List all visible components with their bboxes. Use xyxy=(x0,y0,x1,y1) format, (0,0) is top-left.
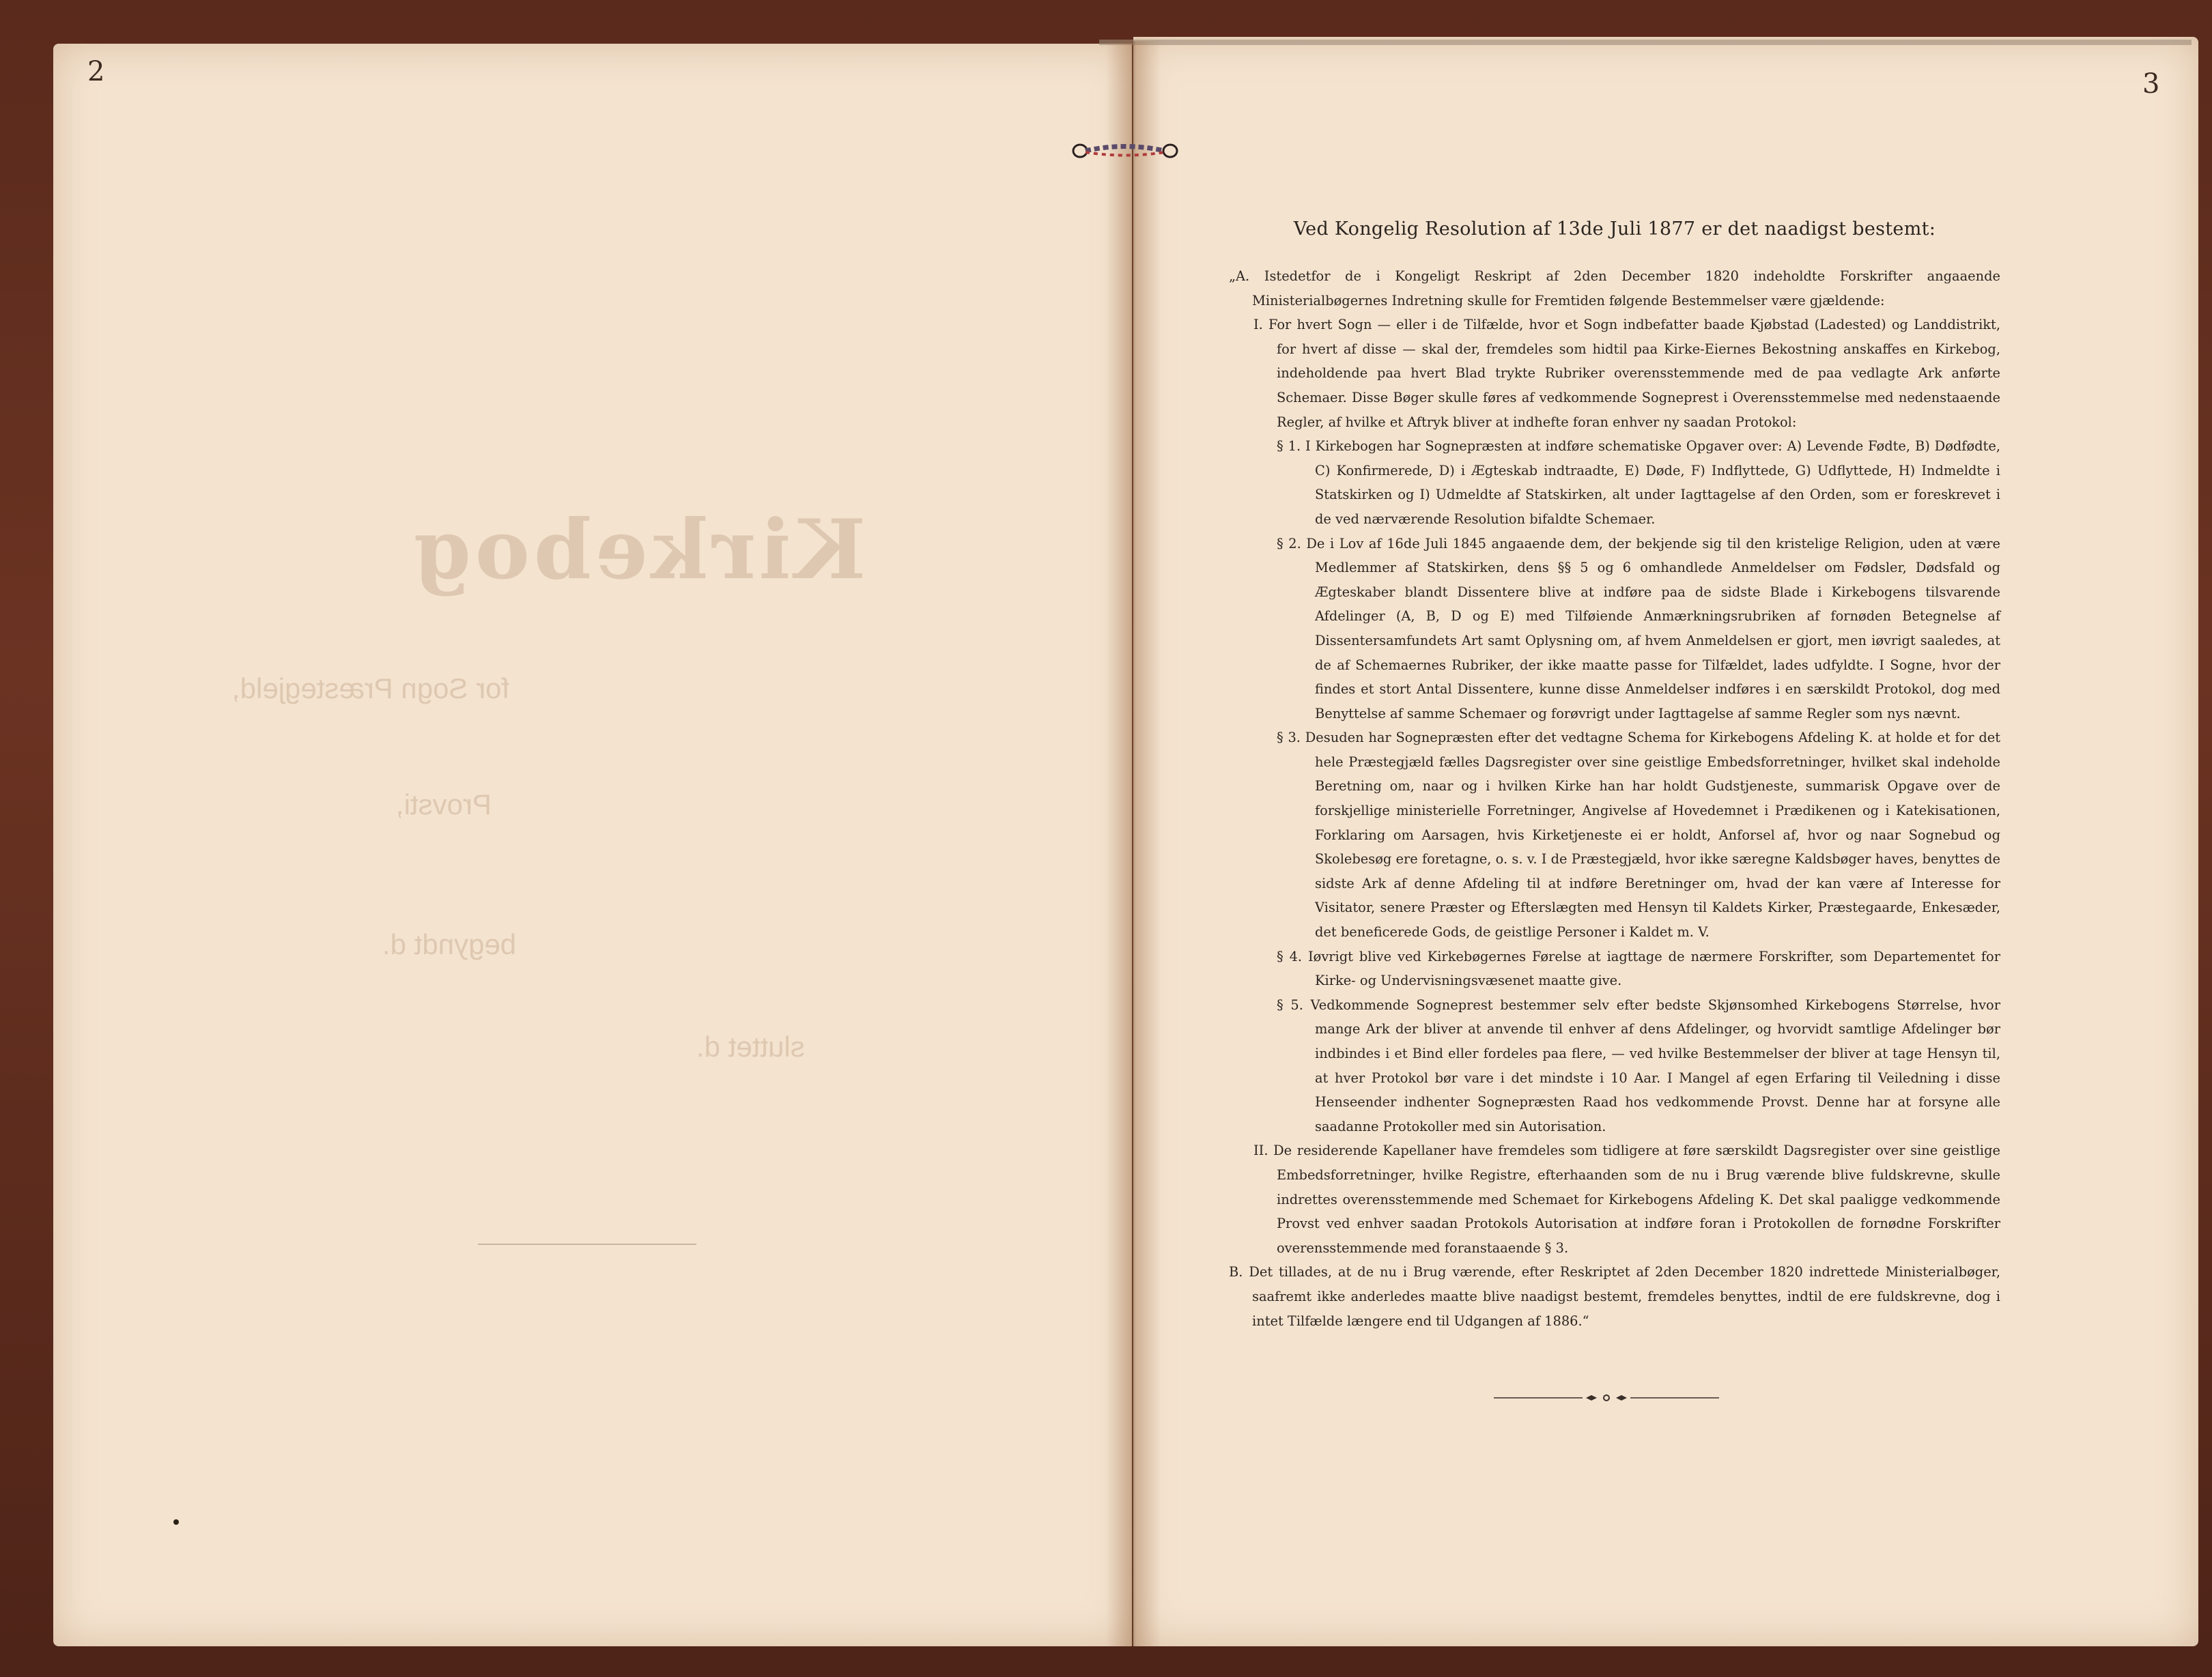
left-page-number: 2 xyxy=(87,56,105,87)
paragraph-I: I. For hvert Sogn — eller i de Tilfælde, hvor et Sogn indbefatter baade Kjøbstad (Ladested) og Landdistrikt, for hvert af disse — skal der, fremdeles som hidtil paa Kirke-Eiernes Bekostning anskaffes en Kirkebog, indeholdende paa hvert Blad trykte Rubriker overensstemmende med de paa vedlagte Ark anførte Schemaer. Disse Bøger skulle føres af vedkommende Sogneprest i Overensstemmelse med nedenstaaende Regler, af hvilke et Aftryk bliver at indhefte foran enhver ny saadan Protokol: xyxy=(1253,317,2000,430)
paragraph-s1: § 1. I Kirkebogen har Sognepræsten at indføre schematiske Opgaver over: A) Levende Fødte, B) Dødfødte, C) Konfirmerede, D) i Ægteskab indtraadte, E) Døde, F) Indflyttede, G) Udflyttede, H) Indmeldte i Statskirken og I) Udmeldte af Statskirken, alt under Iagttagelse af den Orden, som er foreskrevet i de ved nærværende Resolution bifaldte Schemaer. xyxy=(1277,438,2000,527)
show-through-line-3: begyndt d. xyxy=(382,928,517,960)
paragraph-A: „A. Istedetfor de i Kongeligt Reskript af 2den December 1820 indeholdte Forskrifter angaaende Ministerialbøgernes Indretning skulle for Fremtiden følgende Bestemmelser være gjældende: xyxy=(1229,268,2000,309)
resolution-heading: Ved Kongelig Resolution af 13de Juli 1877 er det naadigst bestemt: xyxy=(1293,218,1936,240)
paragraph-s2: § 2. De i Lov af 16de Juli 1845 angaaende dem, der bekjende sig til den kristelige Religion, uden at være Medlemmer af Statskirken, dens §§ 5 og 6 omhandlede Anmeldelser om Fødsler, Dødsfald og Ægteskaber blandt Dissentere blive at indføre paa de sidste Blade i Kirkebogens tilsvarende Afdelinger (A, B, D og E) med Tilføiende Anmærkningsrubriken af fornøden Betegnelse af Dissentersamfundets Art samt Oplysning om, af hvem Anmeldelsen er gjort, men iøvrigt saaledes, at de af Schemaernes Rubriker, der ikke maatte passe for Tilfældet, lades udfyldte. I Sogne, hvor der findes et stort Antal Dissentere, kunne disse Anmeldelser indføres i en særskildt Protokol, dog med Benyttelse af samme Schemaer og forøvrigt under Iagttagelse af samme Regler som nys nævnt. xyxy=(1277,535,2000,721)
binding-stitch-icon xyxy=(1070,139,1180,162)
right-page-number: 3 xyxy=(2142,68,2160,100)
paragraph-s4: § 4. Iøvrigt blive ved Kirkebøgernes Førelse at iagttage de nærmere Forskrifter, som Departementet for Kirke- og Undervisningsvæsenet maatte give. xyxy=(1277,948,2000,989)
paragraph-B: B. Det tillades, at de nu i Brug værende, efter Reskriptet af 2den December 1820 indrettede Ministerialbøger, saafremt ikke anderledes maatte blive naadigst bestemt, fremdeles benyttes, indtil de ere fuldskrevne, dog i intet Tilfælde længere end til Udgangen af 1886.“ xyxy=(1229,1264,2000,1329)
left-page xyxy=(53,44,1132,1646)
paragraph-s3: § 3. Desuden har Sognepræsten efter det vedtagne Schema for Kirkebogens Afdeling K. at holde et for det hele Præstegjæld fælles Dagsregister over sine geistlige Embedsforretninger, hvilket skal indeholde Beretning om, naar og i hvilken Kirke han har holdt Gudstjeneste, summarisk Opgave over de forskjellige ministerielle Forretninger, Angivelse af Hovedemnet i Prædikenen og i Katekisationen, Forklaring om Aarsagen, hvis Kirketjeneste ei er holdt, Anforsel af, hvor og naar Sognebud og Skolebesøg ere foretagne, o. s. v. I de Præstegjæld, hvor ikke særegne Kaldsbøger haves, benyttes de sidste Ark af denne Afdeling til at indføre Beretninger om, hvad der kan være af Interesse for Visitator, senere Præster og Efterslægten med Hensyn til Kaldets Kirker, Præstegaarde, Enkesæder, det beneficerede Gods, de geistlige Personer i Kaldet m. V. xyxy=(1277,730,2000,941)
show-through-title: Kirkebog xyxy=(410,502,866,598)
page-edge xyxy=(1099,40,2192,45)
paragraph-s5: § 5. Vedkommende Sogneprest bestemmer selv efter bedste Skjønsomhed Kirkebogens Størrelse, hvor mange Ark der bliver at anvende til enhver af dens Afdelinger, og hvorvidt samtlige Afdelinger bør indbindes i et Bind eller fordeles paa flere, — ved hvilke Bestemmelser der bliver at tage Hensyn til, at hver Protokol bør vare i det mindste i 10 Aar. I Mangel af egen Erfaring til Veiledning i disse Henseender indhenter Sognepræsten Raad hos vedkommende Provst. Denne har at forsyne alle saadanne Protokoller med sin Autorisation. xyxy=(1277,997,2000,1134)
show-through-line-1: for Sogn Præstegjeld, xyxy=(232,672,510,704)
show-through-line-2: Provsti, xyxy=(396,788,492,820)
show-through-line-4: sluttet d. xyxy=(696,1031,805,1063)
paragraph-II: II. De residerende Kapellaner have fremdeles som tidligere at føre særskildt Dagsregister over sine geistlige Embedsforretninger, hvilke Registre, efterhaanden som de nu i Brug værende blive fuldskrevne, skulle indrettes overensstemmende med Schemaet for Kirkebogens Afdeling K. Det skal paaligge vedkommende Provst ved enhver saadan Protokols Autorisation at indføre foran i Protokollen de fornødne Forskrifter overensstemmende med foranstaaende § 3. xyxy=(1253,1143,2000,1256)
ink-dot xyxy=(173,1519,179,1525)
show-through-rule xyxy=(478,1244,696,1245)
book-gutter xyxy=(1106,41,1161,1646)
resolution-text xyxy=(1229,218,2000,1333)
ornament-divider-icon xyxy=(1494,1390,1719,1406)
